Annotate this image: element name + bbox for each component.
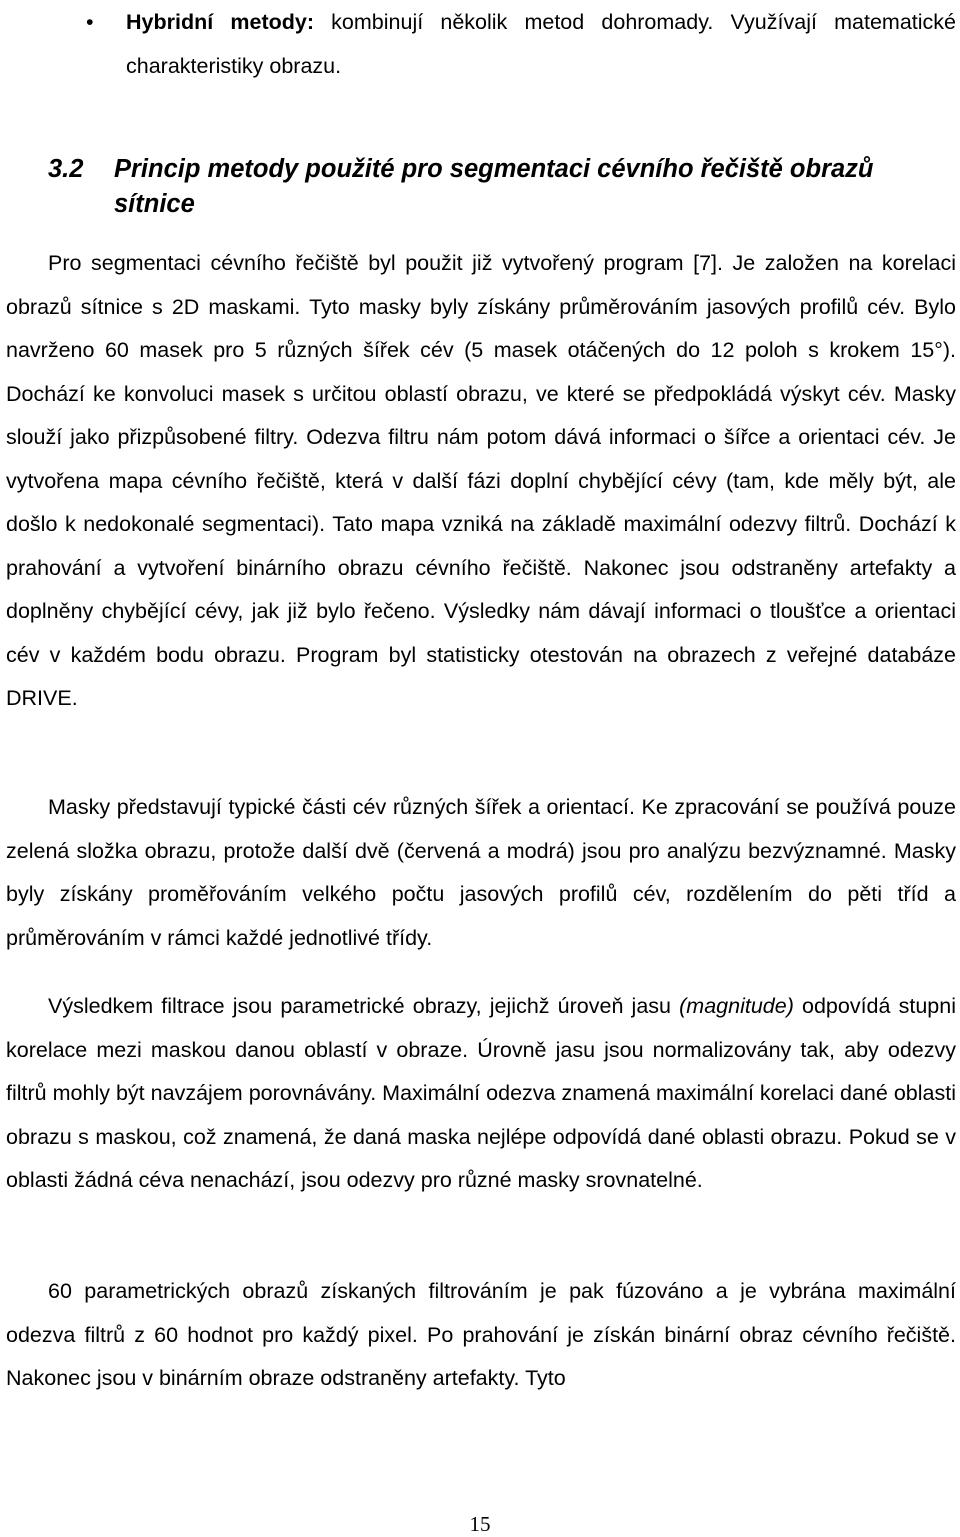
bullet-marker: •	[86, 10, 94, 34]
paragraph-masks: Masky představují typické části cév různých šířek a orientací. Ke zpracování se používá pouze zelená složka obrazu, protože další dvě (červená a modrá) jsou pro analýzu bezvýznamné. Masky byly získány proměřováním velkého počtu jasových profilů cév, rozdělením do pěti tříd a průměrováním v rámci každé jednotlivé třídy.	[6, 795, 956, 950]
paragraph-filtration-results	[6, 985, 956, 1203]
bullet-description: kombinují několik metod dohromady. Využívají matematické charakteristiky obrazu.	[126, 10, 956, 78]
section-number: 3.2	[48, 155, 84, 183]
section-heading	[48, 152, 948, 222]
paragraph-program-description: Pro segmentaci cévního řečiště byl použit již vytvořený program [7]. Je založen na korelaci obrazů sítnice s 2D maskami. Tyto masky byly získány průměrováním jasových profilů cév. Bylo navrženo 60 masek pro 5 různých šířek cév (5 masek otáčených do 12 poloh s krokem 15°). Dochází ke konvoluci masek s určitou oblastí obrazu, ve které se předpokládá výskyt cév. Masky slouží jako přizpůsobené filtry. Odezva filtru nám potom dává informaci o šířce a orientaci cév. Je vytvořena mapa cévního řečiště, která v další fázi doplní chybějící cévy (tam, kde měly být, ale došlo k nedokonalé segmentaci). Tato mapa vzniká na základě maximální odezvy filtrů. Dochází k prahování a vytvoření binárního obrazu cévního řečiště. Nakonec jsou odstraněny artefakty a doplněny chybějící cévy, jak již bylo řečeno. Výsledky nám dávají informaci o tloušťce a orientaci cév v každém bodu obrazu. Program byl statisticky otestován na obrazech z veřejné databáze DRIVE.	[6, 251, 956, 710]
paragraph-fusion: 60 parametrických obrazů získaných filtrováním je pak fúzováno a je vybrána maximální odezva filtrů z 60 hodnot pro každý pixel. Po prahování je získán binární obraz cévního řečiště. Nakonec jsou v binárním obraze odstraněny artefakty. Tyto	[6, 1279, 956, 1390]
page-number: 15	[469, 1512, 491, 1536]
bullet-term: Hybridní metody:	[126, 10, 314, 34]
magnitude-term: (magnitude)	[679, 994, 794, 1018]
paragraph-text-segment: Výsledkem filtrace jsou parametrické obrazy, jejichž úroveň jasu	[48, 994, 680, 1018]
paragraph-text-segment: odpovídá stupni korelace mezi maskou danou oblastí v obraze. Úrovně jasu jsou normalizovány tak, aby odezvy filtrů mohly být navzájem porovnávány. Maximální odezva znamená maximální korelaci dané oblasti obrazu s maskou, což znamená, že daná maska nejlépe odpovídá dané oblasti obrazu. Pokud se v oblasti žádná céva nenachází, jsou odezvy pro různé masky srovnatelné.	[6, 994, 956, 1192]
section-title: Princip metody použité pro segmentaci cévního řečiště obrazů sítnice	[114, 155, 874, 218]
bullet-item-hybrid-methods	[126, 0, 956, 88]
